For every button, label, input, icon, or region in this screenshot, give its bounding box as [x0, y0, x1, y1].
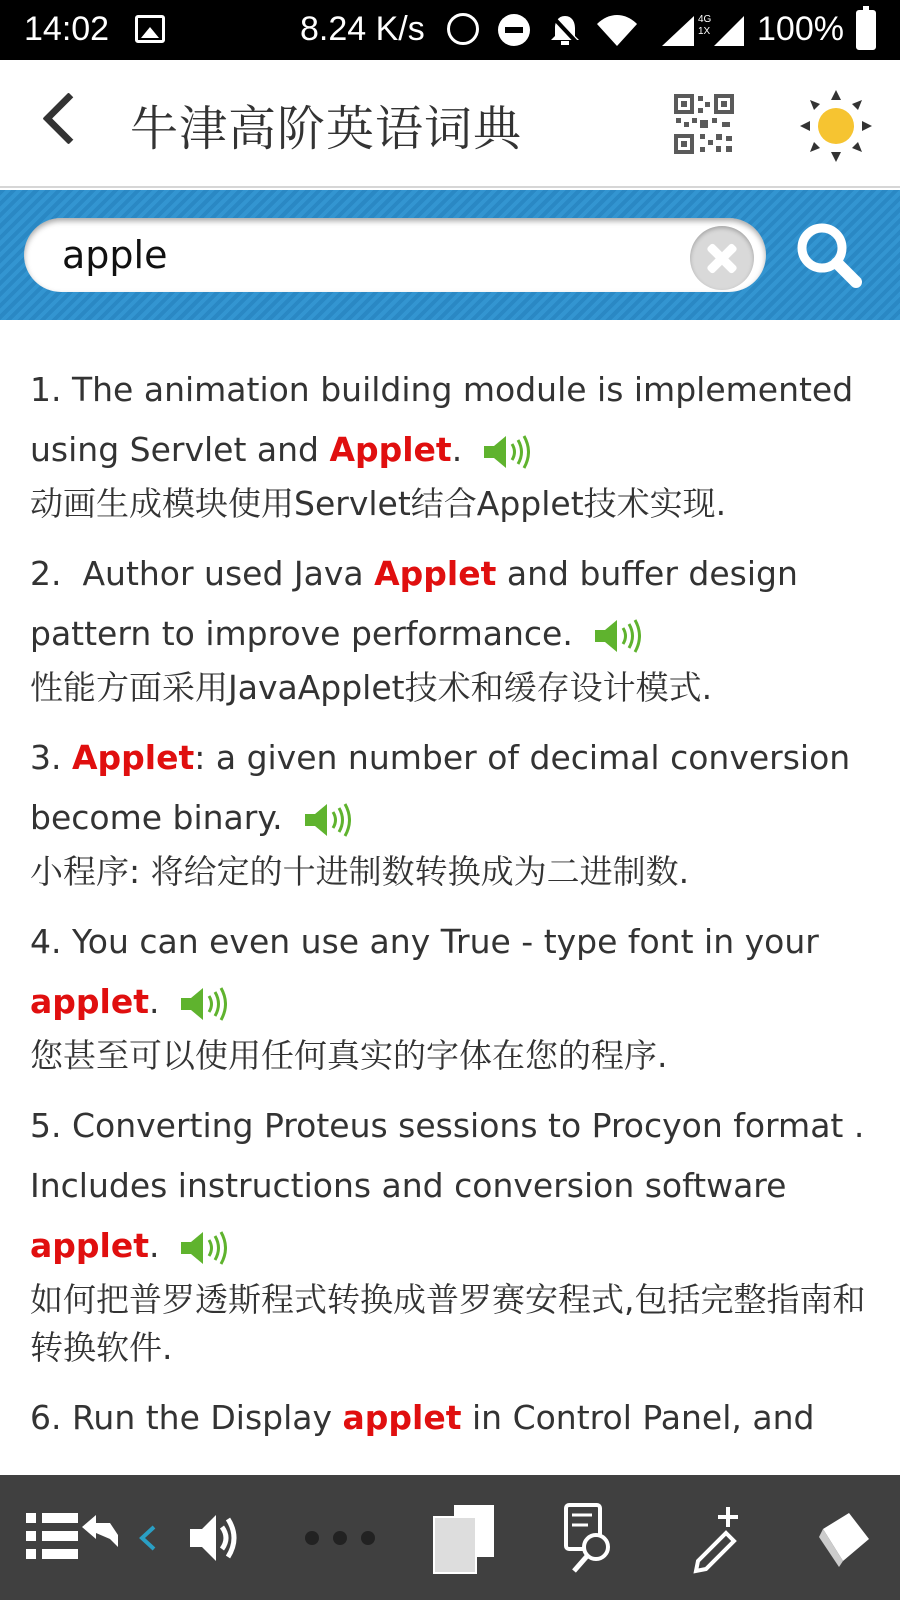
- speaker-icon[interactable]: [303, 800, 351, 840]
- do-not-disturb-icon: [498, 14, 530, 46]
- example-entry: [30, 360, 880, 528]
- bell-muted-icon: [548, 12, 582, 48]
- bottom-toolbar: [0, 1475, 900, 1600]
- example-entry: [30, 544, 880, 712]
- speaker-icon[interactable]: [593, 616, 641, 656]
- status-bar: [0, 0, 900, 60]
- example-entry: [30, 728, 880, 896]
- volume-icon[interactable]: [186, 1499, 242, 1577]
- example-chinese: 您甚至可以使用任何真实的字体在您的程序.: [30, 1036, 668, 1075]
- keyword-highlight: applet: [30, 1226, 149, 1265]
- page-title: 牛津高阶英语词典: [130, 101, 523, 157]
- signal-icon: [660, 14, 696, 48]
- list-back-icon[interactable]: [22, 1499, 122, 1577]
- example-english: 1. The animation building module is implemented using Servlet and Applet.: [30, 360, 880, 480]
- status-time: 14:02: [24, 10, 110, 48]
- speaker-icon[interactable]: [179, 1228, 227, 1268]
- keyword-highlight: applet: [30, 982, 149, 1021]
- network-type: 4G 1X: [698, 14, 712, 37]
- example-entry: [30, 1388, 880, 1448]
- back-button[interactable]: [36, 90, 96, 154]
- search-bar: [0, 190, 900, 320]
- sun-brightness-icon[interactable]: [800, 90, 872, 162]
- example-entry: [30, 912, 880, 1080]
- battery-percent: 100%: [757, 10, 844, 48]
- example-sentence-list: [30, 360, 880, 1475]
- example-english: 4. You can even use any True - type font in your applet.: [30, 912, 880, 1032]
- example-english: 6. Run the Display applet in Control Panel, and: [30, 1398, 815, 1437]
- signal-secondary-icon: [712, 14, 746, 48]
- example-chinese: 小程序: 将给定的十进制数转换成为二进制数.: [30, 852, 690, 891]
- app-header: [0, 60, 900, 188]
- speaker-icon[interactable]: [179, 984, 227, 1024]
- search-input[interactable]: [62, 228, 662, 282]
- wifi-icon: [595, 14, 639, 48]
- keyword-highlight: applet: [342, 1398, 462, 1437]
- search-document-icon[interactable]: [560, 1499, 620, 1577]
- alarm-icon: [447, 13, 479, 45]
- example-english: 3. Applet: a given number of decimal conversion become binary.: [30, 728, 880, 848]
- clear-search-button[interactable]: [690, 226, 754, 290]
- example-english: 2. Author used Java Applet and buffer design pattern to improve performance.: [30, 544, 880, 664]
- more-dots-icon[interactable]: [300, 1499, 380, 1577]
- copy-document-icon[interactable]: [430, 1499, 500, 1577]
- speaker-icon[interactable]: [482, 432, 530, 472]
- example-chinese: 如何把普罗透斯程式转换成普罗赛安程式,包括完整指南和转换软件.: [30, 1280, 866, 1367]
- chevron-left-icon[interactable]: [136, 1499, 160, 1577]
- network-speed: 8.24 K/s: [300, 10, 425, 48]
- eraser-book-icon[interactable]: [815, 1499, 875, 1577]
- search-icon[interactable]: [790, 216, 870, 296]
- add-note-pen-icon[interactable]: [690, 1499, 750, 1577]
- search-box: [24, 218, 766, 292]
- example-english: 5. Converting Proteus sessions to Procyon format . Includes instructions and conversion software applet.: [30, 1096, 880, 1276]
- example-chinese: 动画生成模块使用Servlet结合Applet技术实现.: [30, 484, 727, 523]
- example-chinese: 性能方面采用JavaApplet技术和缓存设计模式.: [30, 668, 713, 707]
- qr-code-icon[interactable]: [672, 92, 736, 156]
- keyword-highlight: Applet: [329, 430, 452, 469]
- example-entry: [30, 1096, 880, 1372]
- image-notification-icon: [135, 15, 165, 43]
- keyword-highlight: Applet: [71, 738, 195, 777]
- keyword-highlight: Applet: [374, 554, 497, 593]
- battery-icon: [856, 10, 876, 50]
